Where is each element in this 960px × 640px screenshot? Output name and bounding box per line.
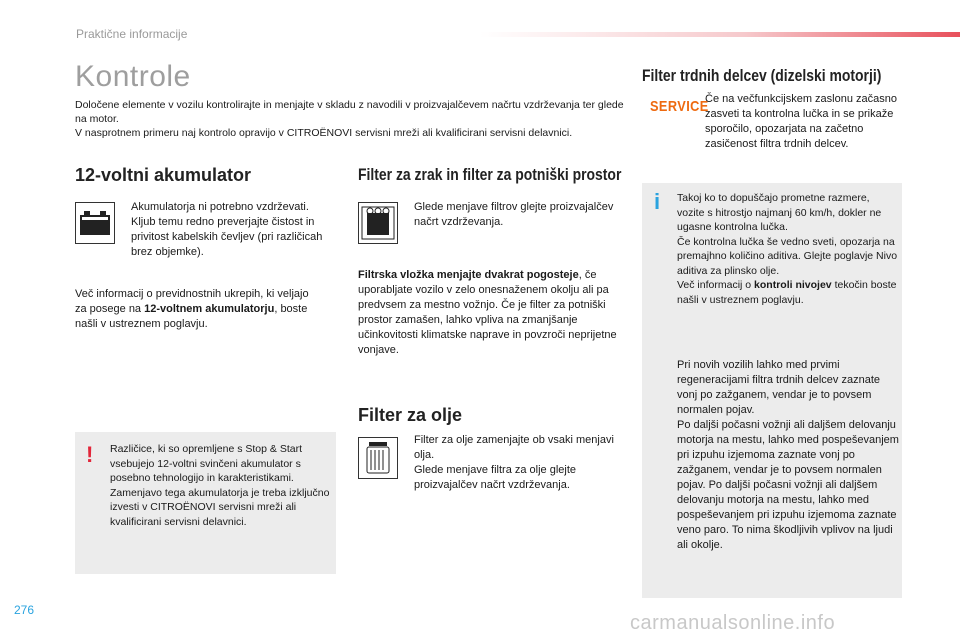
air-filter-text: , če uporabljate vozilo v zelo onesnaženem okolju ali pa predvsem za mestno vožnjo. Če je filter za potniški prostor zamašen, lahko vpliva na zmanjšanje učinkovitosti klimatske naprave in povzroči neprijetne vonjave. [358,269,617,356]
info-icon: i [654,189,661,214]
dpf-desc: Če na večfunkcijskem zaslonu začasno zasveti ta kontrolna lučka in se prikaže sporočilo, opozarjata na začetno zasičenost filtra trdnih delcev. [705,93,897,150]
battery-warning-panel [75,432,336,574]
intro-line-2: V nasprotnem primeru naj kontrolo opravijo v CITROËNOVI servisni mreži ali kvalificirani servisni delavnici. [75,127,573,139]
section-header: Praktične informacije [76,27,188,41]
battery-heading: 12-voltni akumulator [75,165,252,185]
page-number: 276 [14,603,35,617]
dpf-info-5: Po daljši počasni vožnji ali daljšem delovanju motorja na mestu, lahko med pospeševanjem pri izpuhu izjemoma zaznate vonj po zažganem, vendar je to povsem normalen pojav. Po daljši počasni vožnji ali daljšem delovanju motorja na mestu, lahko med pospeševanjem pri izpuhu izjemoma zaznate veno paro. To nima škodljivih vplivov na ljudi ali okolje. [677,419,899,551]
battery-more-prefix: Več informacij o previdnostnih ukrepih, ki veljajo za posege na [75,288,309,315]
page-title: Kontrole [75,60,191,93]
service-icon: SERVICE [650,98,709,115]
oil-filter-desc-1: Filter za olje zamenjajte ob vsaki menjavi olja. [414,434,614,461]
intro-text [75,98,635,140]
air-filter-bold: Filtrska vložka menjajte dvakrat pogosteje [358,269,579,281]
dpf-info-2: Če kontrolna lučka še vedno sveti, opozarja na premajhno količino aditiva. Glejte poglavje Nivo aditiva za plinsko olje. [677,235,898,277]
battery-more-info [75,287,315,332]
battery-more-suffix: , boste našli v ustreznem poglavju. [75,303,308,330]
oil-filter-icon [358,437,398,479]
dpf-info-3-prefix: Več informacij o [677,279,755,291]
battery-more-bold: 12-voltnem akumulatorju [144,303,275,315]
air-filter-heading: Filter za zrak in filter za potniški prostor [358,165,622,184]
battery-desc: Akumulatorja ni potrebno vzdrževati. Kljub temu redno preverjajte čistost in privitost kabelskih čevljev (pri različicah brez objemke). [131,201,323,258]
dpf-info-3-suffix: tekočin boste našli v ustreznem poglavju. [677,279,897,306]
header-accent-bar [480,32,960,37]
battery-icon [75,202,115,244]
air-filter-desc: Glede menjave filtrov glejte proizvajalčev načrt vzdrževanja. [414,201,614,228]
dpf-info-1: Takoj ko to dopuščajo prometne razmere, vozite s hitrostjo najmanj 60 km/h, dokler ne ugasne kontrolna lučka. [677,192,882,233]
air-filter-icon [358,202,398,244]
dpf-info-4: Pri novih vozilih lahko med prvimi regeneracijami filtra trdnih delcev zaznate vonj po zažganem, vendar je to povsem normalen pojav. [677,359,880,416]
watermark: carmanualsonline.info [630,612,836,634]
oil-filter-desc-2: Glede menjave filtra za olje glejte proizvajalčev načrt vzdrževanja. [414,464,577,491]
oil-filter-desc [414,433,614,493]
dpf-heading: Filter trdnih delcev (dizelski motorji) [642,66,882,85]
dpf-info-panel [642,183,902,598]
intro-line-1: Določene elemente v vozilu kontrolirajte in menjajte v skladu z navodili v proizvajalčevem načrtu vzdrževanja ter glede na motor. [75,99,624,125]
battery-warning-text: Različice, ki so opremljene s Stop & Start vsebujejo 12-voltni svinčeni akumulator s posebno tehnologijo in karakteristikami. Zamenjavo tega akumulatorja je treba izključno izvesti v CITROËNOVI servisni mreži ali kvalificirani servisni delavnici. [110,443,330,528]
air-filter-info [358,268,620,358]
warning-icon: ! [86,442,94,467]
dpf-info-text [677,191,899,307]
dpf-info-3 [677,278,899,307]
dpf-info-text-2 [677,358,899,553]
oil-filter-heading: Filter za olje [358,405,463,425]
dpf-info-3-bold: kontroli nivojev [754,279,832,291]
